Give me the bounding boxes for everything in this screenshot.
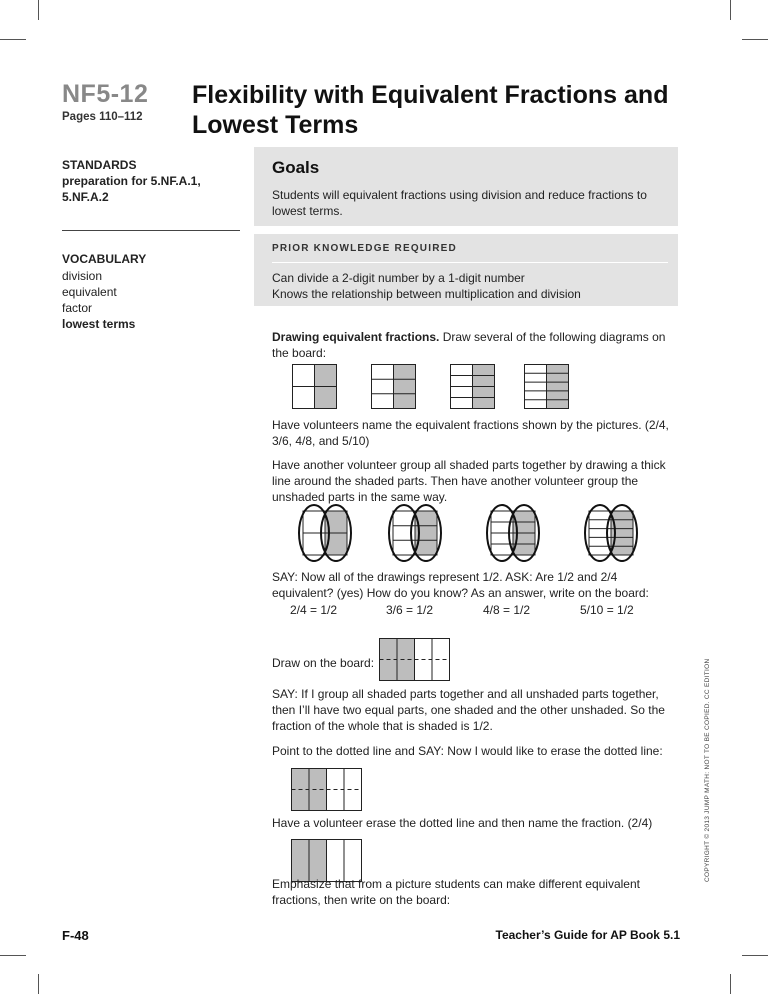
prior-knowledge-divider xyxy=(272,262,668,263)
crop-mark xyxy=(730,974,731,994)
crop-mark xyxy=(38,0,39,20)
paragraph-text: Draw several of the following diagrams on the board: xyxy=(272,330,666,360)
prior-knowledge-line: Knows the relationship between multiplication and division xyxy=(272,287,581,301)
paragraph-erase-line: Have a volunteer erase the dotted line and then name the fraction. (2/4) xyxy=(272,816,653,830)
paragraph-lead: Drawing equivalent fractions. xyxy=(272,330,440,344)
crop-mark xyxy=(38,974,39,994)
fraction-diagram-4-8 xyxy=(450,364,496,409)
grouped-diagram-3-6 xyxy=(382,503,448,563)
paragraph-say-ask: SAY: Now all of the drawings represent 1/2. ASK: Are 1/2 and 2/4 equivalent? (yes) How do you know? As an answer, write on the board: xyxy=(272,570,649,600)
crop-mark xyxy=(0,955,26,956)
prior-knowledge-text xyxy=(272,270,581,302)
copyright-notice: COPYRIGHT © 2013 JUMP MATH: NOT TO BE COPIED. CC EDITION xyxy=(704,658,711,882)
equation: 5/10 = 1/2 xyxy=(580,603,634,617)
fraction-diagram-5-10 xyxy=(524,364,570,409)
crop-mark xyxy=(742,39,768,40)
standards-line-1: preparation for 5.NF.A.1, xyxy=(62,174,201,188)
erase-diagram-dotted xyxy=(291,768,363,811)
vocabulary-item-bold: lowest terms xyxy=(62,317,136,331)
paragraph-group-parts: SAY: If I group all shaded parts together and all unshaded parts together, then I’ll have two equal parts, one shaded and the other unshaded. So the fraction of the whole that is shaded is 1/2. xyxy=(272,687,665,733)
prior-knowledge-title: PRIOR KNOWLEDGE REQUIRED xyxy=(272,243,457,254)
title-line-1: Flexibility with Equivalent Fractions and xyxy=(192,81,669,109)
vocabulary-item: division xyxy=(62,269,103,283)
board-diagram-dotted xyxy=(379,638,451,681)
fraction-diagram-3-6 xyxy=(371,364,417,409)
vocabulary-label: VOCABULARY xyxy=(62,252,147,266)
crop-mark xyxy=(742,955,768,956)
equation: 3/6 = 1/2 xyxy=(386,603,434,617)
paragraph-name-fractions: Have volunteers name the equivalent fractions shown by the pictures. (2/4, 3/6, 4/8, and 5/10) xyxy=(272,418,669,448)
crop-mark xyxy=(730,0,731,20)
grouped-diagram-4-8 xyxy=(480,503,546,563)
vocabulary-item: equivalent xyxy=(62,285,117,299)
standards-line-2: 5.NF.A.2 xyxy=(62,190,109,204)
equation: 2/4 = 1/2 xyxy=(290,603,338,617)
draw-label: Draw on the board: xyxy=(272,656,375,670)
grouped-diagram-2-4 xyxy=(292,503,358,563)
page-title xyxy=(192,80,692,140)
lesson-code: NF5-12 xyxy=(62,80,149,108)
paragraph-group-shaded: Have another volunteer group all shaded parts together by drawing a thick line around the shaded parts. Then have another volunteer group the unshaded parts in the same way. xyxy=(272,458,666,504)
sidebar-divider xyxy=(62,230,240,231)
goals-title: Goals xyxy=(272,158,320,177)
lesson-pages: Pages 110–112 xyxy=(62,111,143,123)
paragraph-drawing-equivalent xyxy=(272,329,682,361)
equation: 4/8 = 1/2 xyxy=(483,603,531,617)
fraction-diagram-2-4 xyxy=(292,364,338,409)
paragraph-emphasize: Emphasize that from a picture students can make different equivalent fractions, then write on the board: xyxy=(272,877,640,907)
paragraph-point-dotted: Point to the dotted line and SAY: Now I would like to erase the dotted line: xyxy=(272,744,663,758)
vocabulary-list xyxy=(62,268,135,332)
goals-text: Students will equivalent fractions using division and reduce fractions to lowest terms. xyxy=(272,188,647,218)
grouped-diagram-5-10 xyxy=(578,503,644,563)
page-number: F-48 xyxy=(62,928,89,943)
title-line-2: Lowest Terms xyxy=(192,111,359,139)
standards-label: STANDARDS xyxy=(62,158,137,172)
crop-mark xyxy=(0,39,26,40)
vocabulary-item: factor xyxy=(62,301,93,315)
book-title: Teacher’s Guide for AP Book 5.1 xyxy=(495,928,680,942)
prior-knowledge-line: Can divide a 2-digit number by a 1-digit number xyxy=(272,271,525,285)
standards-block xyxy=(62,157,201,205)
